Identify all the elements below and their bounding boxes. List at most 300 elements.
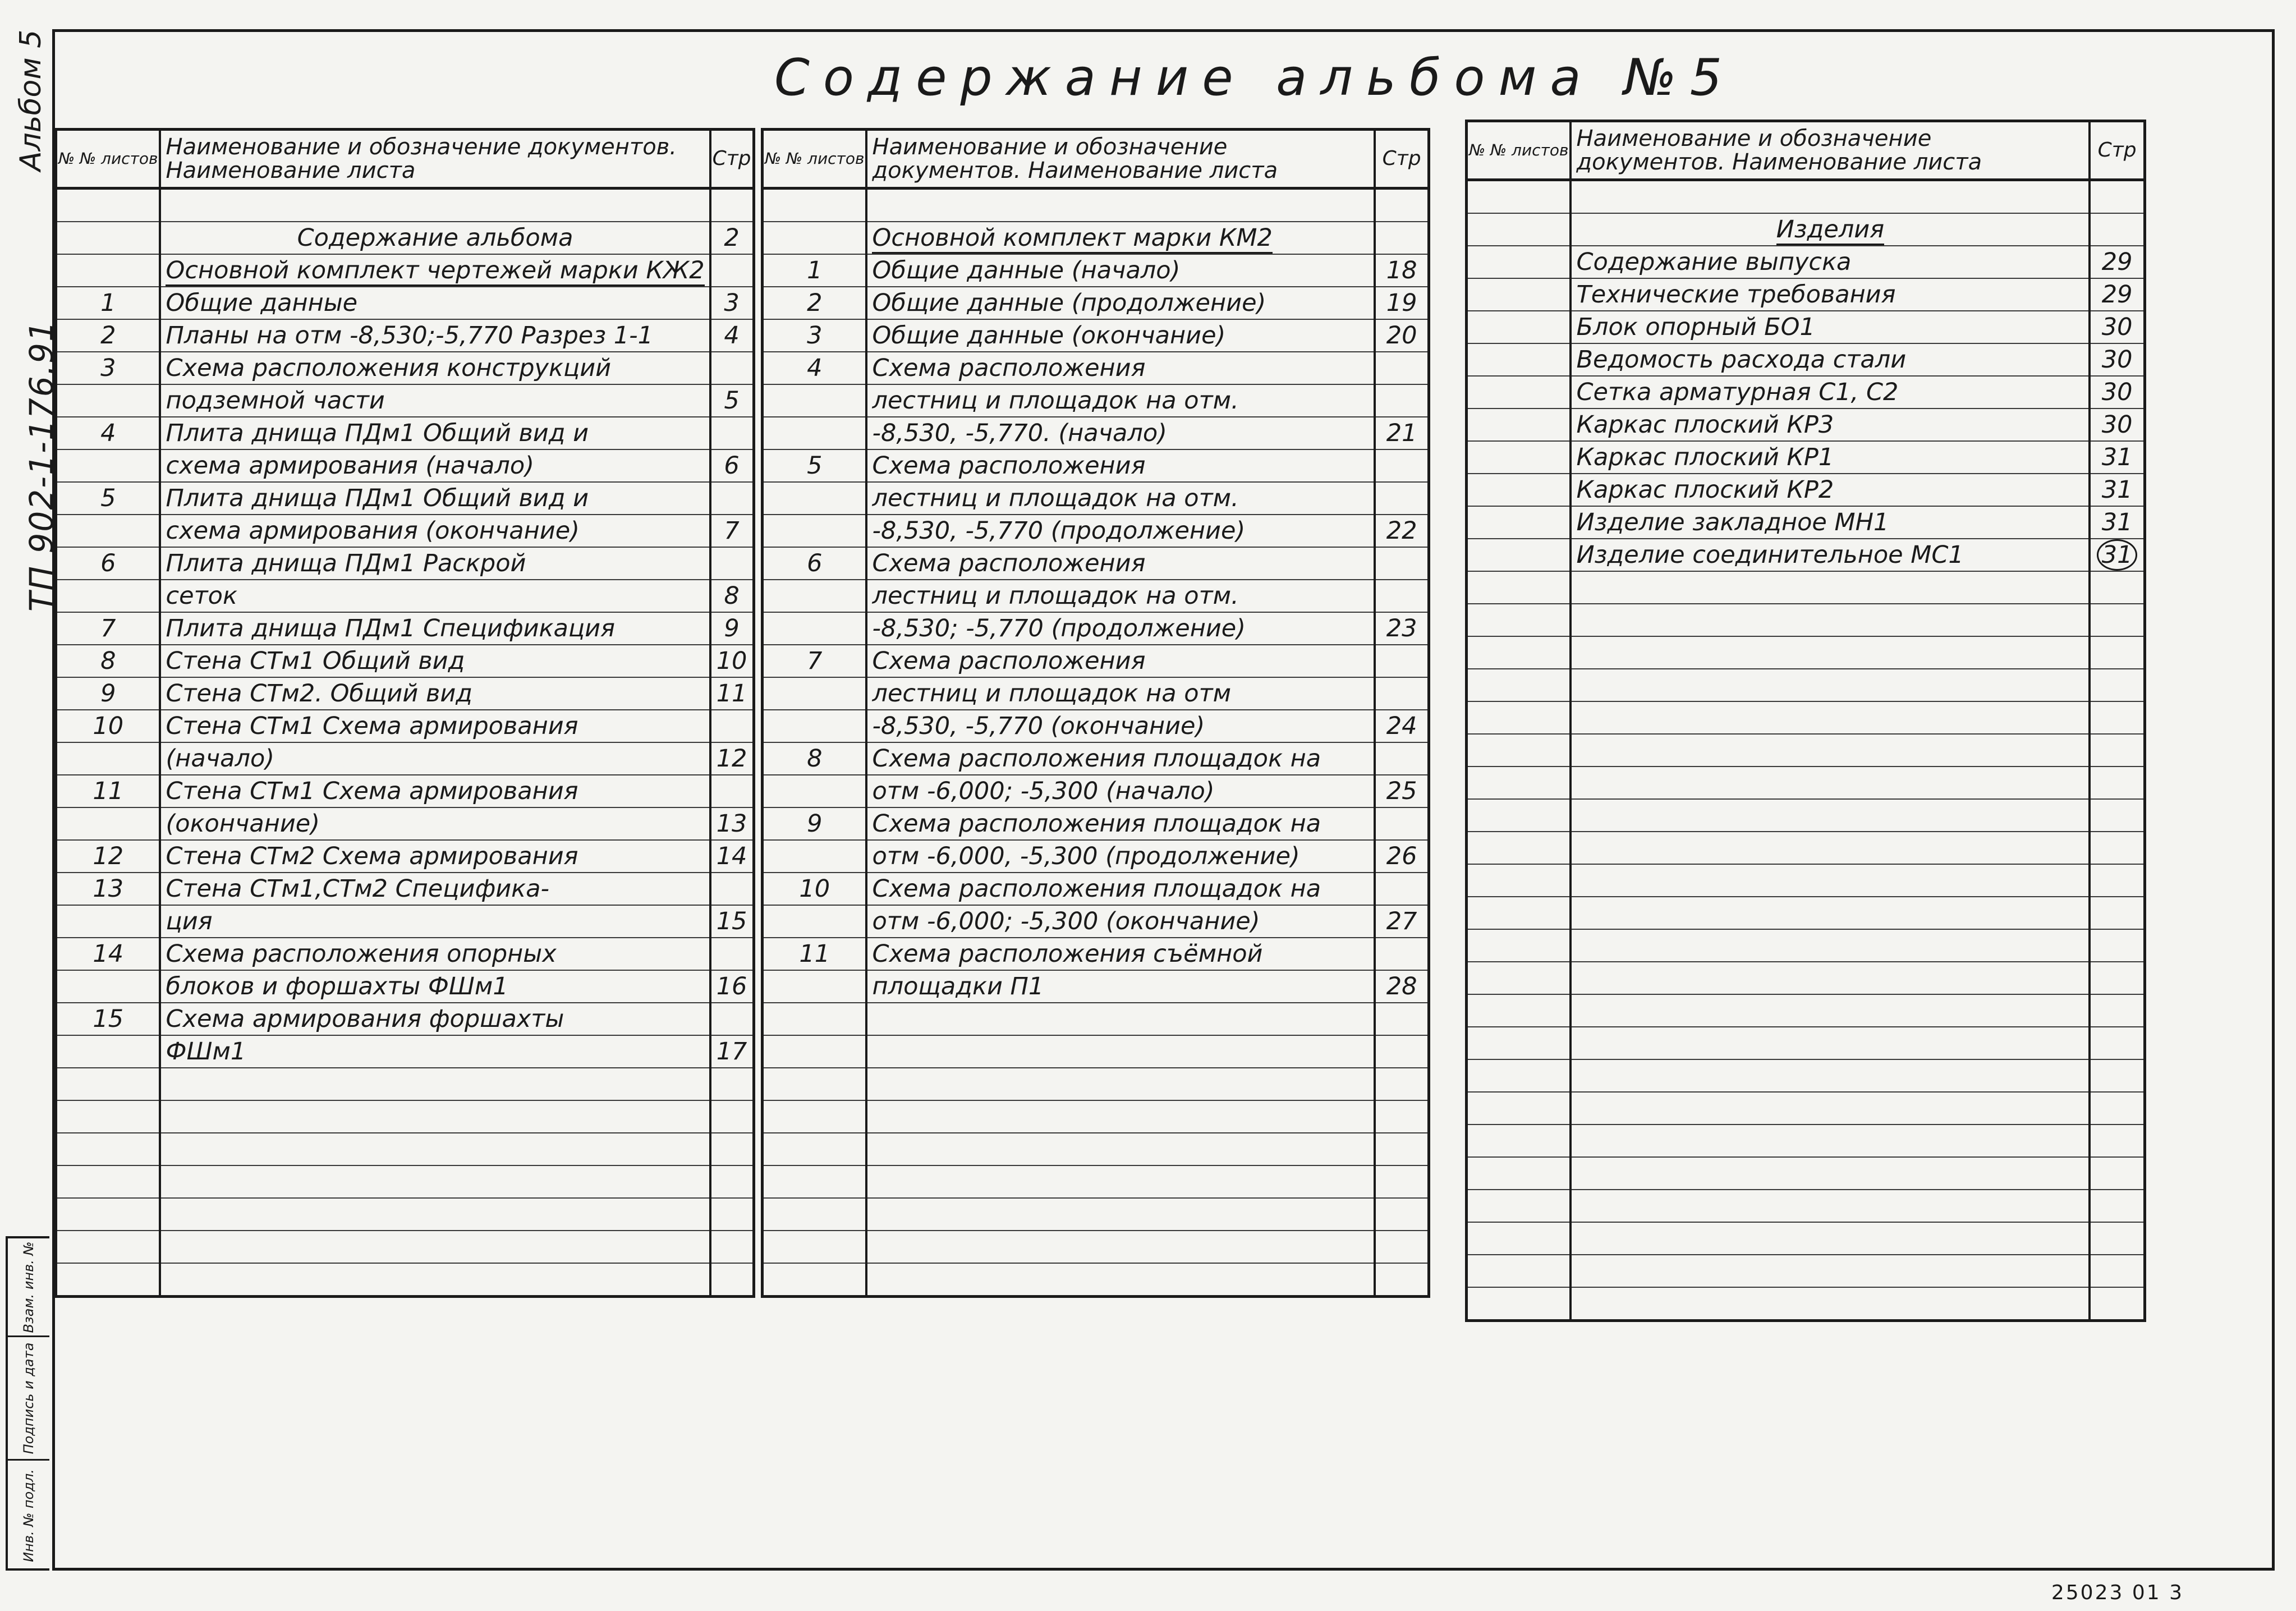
sheet-number-text: 9	[807, 810, 823, 838]
page-text: 31	[2097, 539, 2138, 571]
table-row	[763, 319, 1429, 352]
page-text: 6	[724, 452, 740, 480]
name-cell	[1571, 1255, 2090, 1287]
page-cell	[2090, 832, 2145, 864]
sheet-number-text: 5	[807, 452, 823, 480]
sheet-number-cell	[763, 710, 867, 742]
sheet-number-cell	[1467, 832, 1571, 864]
sheet-number-cell	[56, 1231, 160, 1263]
name-text: Схема расположения	[872, 549, 1146, 577]
page-cell	[1375, 1263, 1429, 1297]
sheet-number-cell	[763, 742, 867, 775]
sheet-number-cell	[56, 384, 160, 417]
page-cell	[1375, 189, 1429, 222]
sheet-number-text: 8	[807, 745, 823, 773]
sheet-number-text: 3	[807, 322, 823, 350]
page-cell	[2090, 1092, 2145, 1125]
page-cell	[710, 1003, 754, 1035]
page-cell	[2090, 474, 2145, 506]
sheet-number-cell	[56, 807, 160, 840]
table-row	[56, 873, 754, 905]
name-cell	[1571, 1287, 2090, 1321]
name-cell	[1571, 767, 2090, 799]
page-cell	[2090, 506, 2145, 539]
name-text: (окончание)	[166, 810, 320, 838]
sheet-number-cell	[56, 222, 160, 254]
name-text: Схема расположения площадок на	[872, 875, 1321, 903]
sheet-number-text: 2	[807, 289, 823, 317]
sheet-number-cell	[1467, 474, 1571, 506]
name-text: (начало)	[166, 745, 275, 773]
page-cell	[2090, 180, 2145, 214]
name-text: Схема армирования форшахты	[166, 1005, 564, 1033]
name-cell	[160, 840, 710, 873]
sheet-number-cell	[56, 417, 160, 449]
table-row	[1467, 506, 2145, 539]
sheet-number-cell	[56, 612, 160, 645]
sheet-number-cell	[763, 515, 867, 547]
page-cell	[2090, 1059, 2145, 1092]
name-cell	[866, 873, 1375, 905]
name-text: Общие данные (продолжение)	[872, 289, 1266, 317]
page-cell	[710, 1165, 754, 1198]
page-cell	[2090, 701, 2145, 734]
sheet-number-cell	[1467, 571, 1571, 604]
page-text: 19	[1386, 289, 1417, 317]
page-cell	[710, 254, 754, 287]
name-cell	[160, 515, 710, 547]
name-text: лестниц и площадок на отм	[872, 680, 1232, 708]
sheet-number-cell	[56, 645, 160, 677]
page-cell	[1375, 1035, 1429, 1068]
name-cell	[1571, 539, 2090, 571]
sheet-number-cell	[763, 645, 867, 677]
page-cell	[2090, 734, 2145, 767]
sheet-number-cell	[763, 938, 867, 970]
album-label: Альбом 5	[14, 29, 48, 171]
page-cell	[1375, 287, 1429, 319]
name-text: Блок опорный БО1	[1576, 313, 1815, 341]
page-cell	[1375, 1198, 1429, 1231]
sheet-number-text: 7	[807, 647, 823, 675]
sheet-number-cell	[763, 580, 867, 612]
name-cell	[1571, 246, 2090, 278]
sheet-number-cell	[1467, 994, 1571, 1027]
page-cell	[2090, 897, 2145, 929]
sheet-number-cell	[1467, 1027, 1571, 1059]
column-header-page: Стр	[2090, 121, 2145, 180]
page-cell	[2090, 213, 2145, 246]
table-row	[763, 417, 1429, 449]
name-cell	[866, 1165, 1375, 1198]
name-cell	[1571, 376, 2090, 409]
sheet-number-cell	[56, 449, 160, 482]
name-cell	[866, 1003, 1375, 1035]
page-cell	[1375, 710, 1429, 742]
sheet-number-cell	[1467, 1255, 1571, 1287]
page-cell	[1375, 970, 1429, 1003]
sheet-number-text: 6	[100, 549, 116, 577]
page-text: 3	[724, 289, 740, 317]
name-text: Схема расположения	[872, 647, 1146, 675]
name-cell	[866, 742, 1375, 775]
column-header-name: Наименование и обозначение документов. Наименование листа	[866, 130, 1375, 189]
table-row	[56, 1035, 754, 1068]
name-cell	[1571, 506, 2090, 539]
name-cell	[1571, 1157, 2090, 1190]
table-row	[763, 547, 1429, 580]
table-row	[763, 970, 1429, 1003]
page-cell	[1375, 840, 1429, 873]
table-row	[1467, 669, 2145, 701]
page-cell	[710, 515, 754, 547]
page-cell	[2090, 343, 2145, 376]
stamp-text: Инв. № подл.	[21, 1469, 36, 1562]
name-cell	[866, 254, 1375, 287]
page-text: 4	[724, 322, 740, 350]
table-row	[1467, 734, 2145, 767]
sheet-number-text: 4	[100, 419, 116, 447]
page-text: 29	[2101, 248, 2133, 276]
page-cell	[710, 449, 754, 482]
sheet-number-text: 1	[100, 289, 116, 317]
sheet-number-cell	[1467, 799, 1571, 832]
table-row	[1467, 1287, 2145, 1321]
name-cell	[866, 449, 1375, 482]
page-cell	[2090, 441, 2145, 474]
page-cell	[710, 319, 754, 352]
page-cell	[1375, 645, 1429, 677]
page-cell	[1375, 580, 1429, 612]
table-row	[56, 515, 754, 547]
table-row	[763, 287, 1429, 319]
table-row	[763, 677, 1429, 710]
sheet-number-cell	[1467, 929, 1571, 962]
name-text: -8,530, -5,770 (окончание)	[872, 712, 1205, 740]
sheet-number-cell	[763, 319, 867, 352]
table-row	[56, 970, 754, 1003]
name-cell	[160, 1035, 710, 1068]
name-cell	[866, 287, 1375, 319]
table-row	[1467, 832, 2145, 864]
name-cell	[1571, 1059, 2090, 1092]
name-cell	[160, 742, 710, 775]
sheet-number-text: 10	[799, 875, 830, 903]
table-row	[1467, 994, 2145, 1027]
sheet-number-cell	[763, 1165, 867, 1198]
name-cell	[1571, 929, 2090, 962]
sheet-number-cell	[1467, 343, 1571, 376]
page-cell	[710, 677, 754, 710]
sheet-number-cell	[1467, 636, 1571, 669]
name-text: Плита днища ПДм1 Спецификация	[166, 614, 615, 642]
sheet-number-cell	[56, 1100, 160, 1133]
table-row	[763, 612, 1429, 645]
table-row	[56, 1198, 754, 1231]
name-cell	[866, 319, 1375, 352]
page-cell	[2090, 864, 2145, 897]
name-text: Схема расположения площадок на	[872, 810, 1321, 838]
sheet-number-text: 15	[93, 1005, 124, 1033]
stamp-cell	[8, 1337, 49, 1461]
page-cell	[710, 1068, 754, 1100]
name-text: -8,530, -5,770 (продолжение)	[872, 517, 1246, 545]
page-cell	[1375, 319, 1429, 352]
name-cell	[160, 319, 710, 352]
table-row	[1467, 246, 2145, 278]
name-cell	[1571, 636, 2090, 669]
sheet-number-cell	[56, 515, 160, 547]
sheet-number-text: 11	[799, 940, 830, 968]
name-cell	[866, 1133, 1375, 1165]
name-cell	[866, 1100, 1375, 1133]
page-text: 17	[716, 1038, 747, 1066]
name-cell	[866, 612, 1375, 645]
page-cell	[1375, 547, 1429, 580]
page-cell	[2090, 311, 2145, 343]
page-cell	[710, 1035, 754, 1068]
page-cell	[1375, 1165, 1429, 1198]
table-row	[56, 319, 754, 352]
name-cell	[866, 384, 1375, 417]
sheet-number-cell	[1467, 1190, 1571, 1222]
table-row	[763, 352, 1429, 384]
sheet-number-cell	[56, 742, 160, 775]
sheet-number-cell	[1467, 409, 1571, 441]
sheet-number-cell	[1467, 962, 1571, 994]
name-cell	[866, 1035, 1375, 1068]
name-cell	[160, 449, 710, 482]
sheet-number-cell	[763, 1231, 867, 1263]
page-cell	[2090, 1190, 2145, 1222]
name-cell	[866, 1263, 1375, 1297]
name-text: Изделие закладное МН1	[1576, 508, 1889, 536]
page-cell	[1375, 384, 1429, 417]
sheet-number-cell	[763, 352, 867, 384]
sheet-number-cell	[56, 319, 160, 352]
page-cell	[1375, 807, 1429, 840]
sheet-number-cell	[1467, 506, 1571, 539]
table-row	[56, 222, 754, 254]
column-header-name: Наименование и обозначение документов. Наименование листа	[1571, 121, 2090, 180]
page-cell	[710, 482, 754, 515]
name-cell	[1571, 864, 2090, 897]
page-cell	[1375, 775, 1429, 807]
sheet-number-text: 6	[807, 549, 823, 577]
table-row	[56, 1263, 754, 1297]
table-row	[763, 840, 1429, 873]
table-row	[1467, 897, 2145, 929]
sheet-number-cell	[1467, 701, 1571, 734]
sheet-number-cell	[56, 677, 160, 710]
page-cell	[2090, 1287, 2145, 1321]
page-text: 14	[716, 842, 747, 870]
name-text: Стена СТм1 Общий вид	[166, 647, 465, 675]
sheet-number-cell	[763, 873, 867, 905]
name-text: Стена СТм2 Схема армирования	[166, 842, 578, 870]
table-row	[1467, 636, 2145, 669]
page-cell	[1375, 222, 1429, 254]
name-cell	[160, 612, 710, 645]
page-cell	[710, 840, 754, 873]
page-text: 24	[1386, 712, 1417, 740]
sheet-number-text: 13	[93, 875, 124, 903]
page-cell	[710, 1231, 754, 1263]
name-text: Плита днища ПДм1 Раскрой	[166, 549, 526, 577]
name-cell	[160, 580, 710, 612]
sheet-number-cell	[763, 384, 867, 417]
contents-table-1	[54, 128, 755, 1298]
sheet-number-cell	[56, 775, 160, 807]
name-text: площадки П1	[872, 972, 1044, 1000]
table-row	[56, 938, 754, 970]
name-cell	[160, 775, 710, 807]
contents-table-2	[761, 128, 1430, 1298]
name-text: Схема расположения опорных	[166, 940, 557, 968]
name-text: схема армирования (начало)	[166, 452, 534, 480]
table-row	[1467, 1027, 2145, 1059]
name-cell	[1571, 1092, 2090, 1125]
sheet-number-cell	[56, 1003, 160, 1035]
table-row	[1467, 1125, 2145, 1157]
sheet-number-cell	[763, 189, 867, 222]
name-cell	[160, 287, 710, 319]
name-cell	[1571, 180, 2090, 214]
table-row	[763, 254, 1429, 287]
name-cell	[866, 352, 1375, 384]
table-row	[763, 515, 1429, 547]
sheet-number-text: 10	[93, 712, 124, 740]
table-row	[1467, 1222, 2145, 1255]
name-cell	[1571, 962, 2090, 994]
sheet-number-cell	[1467, 864, 1571, 897]
name-text: Схема расположения площадок на	[872, 745, 1321, 773]
name-cell	[1571, 994, 2090, 1027]
table-row	[763, 222, 1429, 254]
page-cell	[710, 287, 754, 319]
sheet-number-cell	[1467, 734, 1571, 767]
table-row	[763, 873, 1429, 905]
sheet-number-cell	[1467, 1092, 1571, 1125]
name-cell	[160, 1198, 710, 1231]
name-cell	[160, 1263, 710, 1297]
sheet-number-text: 11	[93, 777, 124, 805]
name-cell	[160, 547, 710, 580]
table-row	[763, 449, 1429, 482]
name-cell	[866, 807, 1375, 840]
page-text: 26	[1386, 842, 1417, 870]
page-text: 5	[724, 387, 740, 415]
table-row	[56, 189, 754, 222]
name-cell	[1571, 734, 2090, 767]
page-text: 7	[724, 517, 740, 545]
name-text: Схема расположения конструкций	[166, 354, 612, 382]
sheet-number-cell	[1467, 1059, 1571, 1092]
name-cell	[866, 515, 1375, 547]
name-cell	[160, 873, 710, 905]
name-cell	[1571, 213, 2090, 246]
name-text: Содержание выпуска	[1576, 248, 1852, 276]
table-row	[56, 547, 754, 580]
sheet-number-cell	[763, 287, 867, 319]
name-cell	[866, 189, 1375, 222]
name-cell	[1571, 311, 2090, 343]
name-cell	[160, 417, 710, 449]
sheet-number-cell	[56, 873, 160, 905]
name-text: Плита днища ПДм1 Общий вид и	[166, 484, 589, 512]
table-row	[763, 1035, 1429, 1068]
table-row	[1467, 962, 2145, 994]
table-row	[1467, 604, 2145, 636]
table-row	[56, 1003, 754, 1035]
sheet-number-cell	[763, 449, 867, 482]
page-text: 10	[716, 647, 747, 675]
name-cell	[1571, 897, 2090, 929]
table-row	[1467, 539, 2145, 571]
table-row	[1467, 278, 2145, 311]
name-text: отм -6,000; -5,300 (окончание)	[872, 907, 1260, 935]
column-header-no: № № листов	[1467, 121, 1571, 180]
sheet-number-cell	[56, 710, 160, 742]
sheet-number-cell	[1467, 669, 1571, 701]
sheet-number-cell	[763, 1035, 867, 1068]
page-cell	[2090, 767, 2145, 799]
column-header-no: № № листов	[56, 130, 160, 189]
page-cell	[2090, 994, 2145, 1027]
name-cell	[866, 938, 1375, 970]
name-cell	[866, 1068, 1375, 1100]
sheet-number-cell	[1467, 376, 1571, 409]
page-text: 30	[2101, 378, 2133, 406]
name-text: отм -6,000, -5,300 (продолжение)	[872, 842, 1300, 870]
table-row	[1467, 571, 2145, 604]
page-cell	[710, 645, 754, 677]
sheet-number-cell	[56, 482, 160, 515]
table-row	[763, 710, 1429, 742]
page-cell	[2090, 409, 2145, 441]
table-row	[763, 189, 1429, 222]
sheet-number-cell	[56, 905, 160, 938]
page-cell	[2090, 799, 2145, 832]
sheet-number-cell	[763, 1263, 867, 1297]
page-cell	[2090, 278, 2145, 311]
table-row	[763, 580, 1429, 612]
sheet-number-cell	[56, 352, 160, 384]
name-cell	[160, 482, 710, 515]
table-row	[56, 1068, 754, 1100]
page-cell	[710, 1133, 754, 1165]
page-cell	[710, 189, 754, 222]
sheet-number-cell	[56, 287, 160, 319]
name-text: -8,530; -5,770 (продолжение)	[872, 614, 1246, 642]
table-row	[763, 905, 1429, 938]
page-text: 13	[716, 810, 747, 838]
name-cell	[1571, 571, 2090, 604]
table-row	[1467, 1255, 2145, 1287]
page-cell	[710, 1263, 754, 1297]
page-cell	[710, 1198, 754, 1231]
sheet-number-cell	[56, 970, 160, 1003]
column-header-name: Наименование и обозначение документов. Наименование листа	[160, 130, 710, 189]
page-text: 9	[724, 614, 740, 642]
page-cell	[2090, 539, 2145, 571]
sheet-number-cell	[56, 1133, 160, 1165]
page-cell	[2090, 376, 2145, 409]
table-row	[1467, 409, 2145, 441]
sheet-number-cell	[56, 547, 160, 580]
name-cell	[160, 645, 710, 677]
page-cell	[1375, 1133, 1429, 1165]
